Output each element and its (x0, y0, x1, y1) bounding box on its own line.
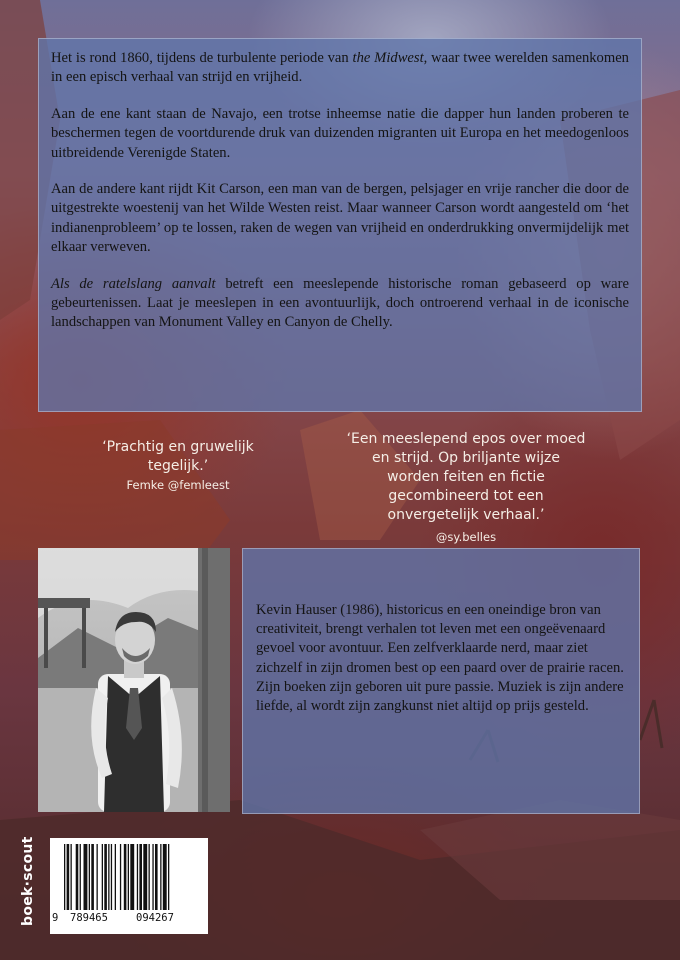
quote-text: ‘Een meeslepend epos over moed en strijd. Op briljante wijze worden feiten en fictie gecombineerd tot een onvergetelijk verhaal.’ (346, 431, 586, 523)
barcode-bar (64, 844, 65, 910)
book-title: Als de ratelslang aanvalt (51, 275, 216, 292)
author-photo (38, 548, 230, 812)
quote-source: @sy.belles (435, 530, 497, 544)
barcode-left-digits: 789465 (70, 912, 108, 924)
author-photo-image (38, 548, 230, 812)
barcode-bar (84, 844, 88, 910)
barcode-bar (130, 844, 134, 910)
barcode-bar (128, 844, 129, 910)
synopsis-text (51, 49, 629, 333)
synopsis-paragraph-2: Aan de ene kant staan de Navajo, een trotse inheemse natie die dapper hun landen proberen te beschermen tegen de voortdurende druk van duizenden migranten uit Europa en het meedogenloos uitbreidende Verenigde Staten. (51, 105, 629, 161)
isbn-barcode (50, 838, 208, 934)
barcode-bar (152, 844, 153, 910)
barcode-bar (102, 844, 103, 910)
barcode-bar (71, 844, 72, 910)
barcode-bar (97, 844, 98, 910)
barcode-bar (163, 844, 167, 910)
quote-source: Femke @femleest (126, 478, 230, 492)
midwest-term: the Midwest (352, 50, 424, 66)
barcode-bar (115, 844, 116, 910)
review-quote-2 (344, 430, 588, 544)
barcode-bar (91, 844, 94, 910)
barcode-bar (160, 844, 161, 910)
author-bio-panel (242, 548, 640, 814)
barcode-bar (124, 844, 127, 910)
publisher-logo (12, 836, 44, 926)
barcode-bar (149, 844, 150, 910)
barcode-bar (104, 844, 107, 910)
barcode-bar (80, 844, 81, 910)
barcode-bar (111, 844, 112, 910)
barcode-bar (155, 844, 158, 910)
barcode-bar (120, 844, 121, 910)
publisher-name: boek·scout (20, 836, 36, 926)
synopsis-panel (38, 38, 642, 412)
synopsis-paragraph-1: Het is rond 1860, tijdens de turbulente periode van the Midwest, waar twee werelden samenkomen in een episch verhaal van strijd en vrijheid. (51, 50, 629, 86)
author-bio-text: Kevin Hauser (1986), historicus en een oneindige bron van creativiteit, brengt verhalen tot leven met een ongeëvenaard gevoel voor avontuur. Een zelfverklaarde nerd, maar ziet zichzelf in zijn dromen best op een paard over de prairie racen. Zijn boeken zijn geboren uit pure passie. Muziek is zijn andere liefde, al wordt zijn zangkunst niet altijd op prijs gesteld. (256, 602, 624, 715)
review-quote-1 (88, 438, 268, 492)
barcode-bar (168, 844, 169, 910)
barcode-lead-digit: 9 (52, 912, 59, 924)
barcode-bar (137, 844, 138, 910)
barcode-bar (143, 844, 147, 910)
synopsis-paragraph-4: Als de ratelslang aanvalt betreft een meeslepende historische roman gebaseerd op ware gebeurtenissen. Laat je meeslepen in een avontuurlijk, doch ontroerend verhaal in de iconische landschappen van Monument Valley en Canyon de Chelly. (51, 275, 629, 331)
barcode-bar (108, 844, 109, 910)
barcode-bar (89, 844, 90, 910)
barcode-bars (58, 844, 200, 914)
synopsis-paragraph-3: Aan de andere kant rijdt Kit Carson, een man van de bergen, pelsjager en vrije rancher die door de uitgestrekte woestenij van het Wilde Westen reist. Maar wanneer Carson wordt aangesteld om ‘het indianenprobleem’ op te lossen, raken de wegen van vrijheid en onderdrukking onvermijdelijk met elkaar verweven. (51, 181, 629, 256)
barcode-bar (67, 844, 70, 910)
quote-text: ‘Prachtig en gruwelijk tegelijk.’ (102, 439, 254, 474)
barcode-right-digits: 094267 (136, 912, 174, 924)
barcode-bar (76, 844, 79, 910)
barcode-bar (139, 844, 142, 910)
